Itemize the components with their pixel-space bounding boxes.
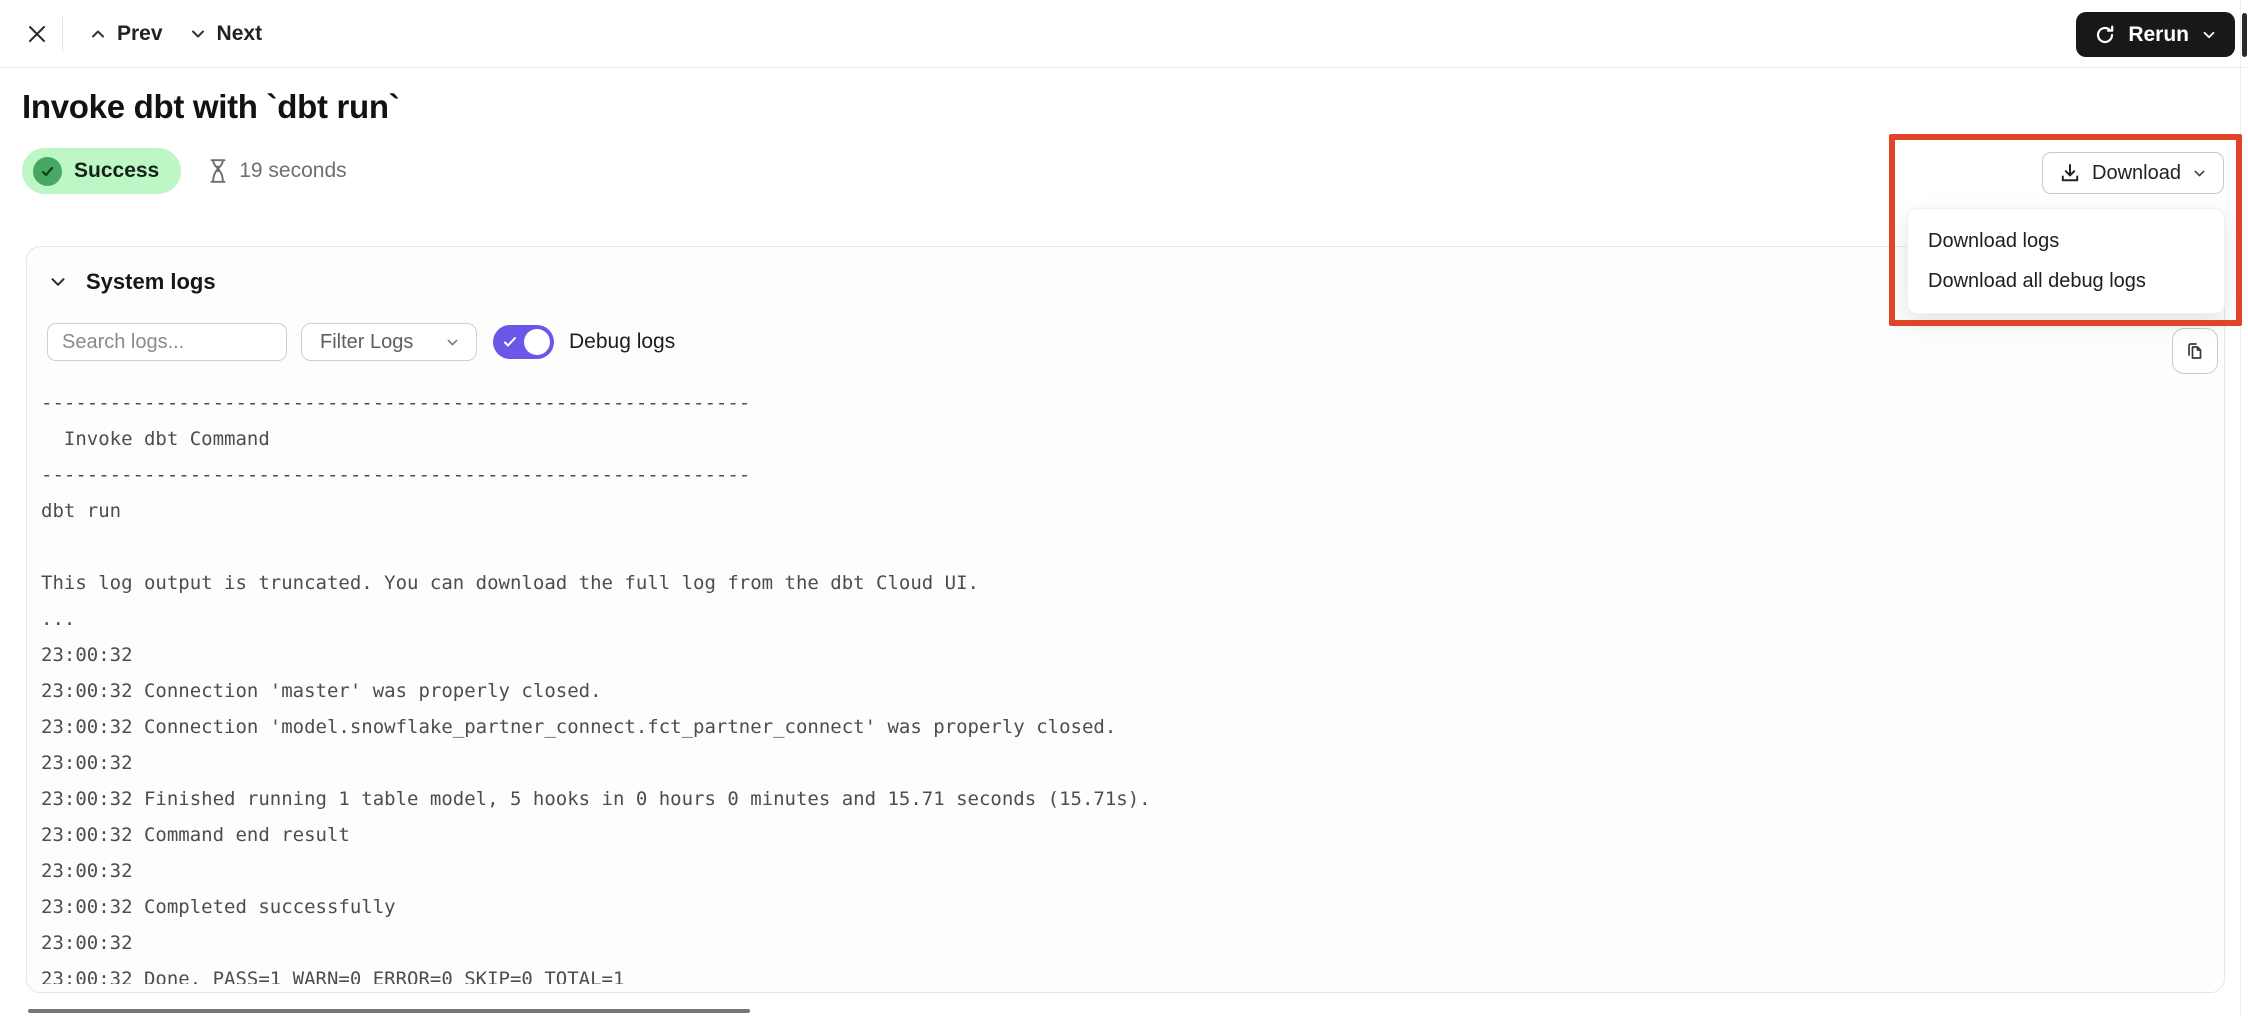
log-line: 23:00:32 Done. PASS=1 WARN=0 ERROR=0 SKIP=0 TOTAL=1 — [41, 968, 625, 984]
download-button[interactable] — [2042, 152, 2224, 194]
download-icon — [2059, 162, 2081, 184]
duration-label: 19 seconds — [239, 159, 347, 182]
log-line: -------------------------------------------------------------- — [41, 464, 751, 486]
log-line: 23:00:32 Command end result — [41, 824, 350, 846]
log-line: ... — [41, 608, 76, 630]
rerun-button[interactable] — [2076, 12, 2235, 57]
close-icon — [25, 22, 49, 46]
log-line — [41, 529, 2206, 565]
debug-logs-toggle[interactable] — [493, 325, 554, 359]
next-label: Next — [216, 21, 263, 45]
log-line: 23:00:32 Completed successfully — [41, 896, 396, 918]
topbar — [0, 0, 2248, 68]
status-badge — [22, 148, 181, 194]
log-line: 23:00:32 — [41, 932, 133, 954]
copy-logs-button[interactable] — [2172, 328, 2218, 374]
log-line: dbt run — [41, 500, 122, 522]
success-check-icon — [33, 157, 62, 186]
log-line: 23:00:32 — [41, 860, 133, 882]
vertical-scrollbar-thumb[interactable] — [2242, 13, 2247, 57]
horizontal-scrollbar-thumb[interactable] — [28, 1009, 750, 1013]
topbar-divider — [62, 17, 63, 51]
status-label: Success — [74, 159, 160, 182]
log-line: 23:00:32 — [41, 752, 133, 774]
log-line: -------------------------------------------------------------- — [41, 392, 751, 414]
log-line: 23:00:32 Connection 'model.snowflake_partner_connect.fct_partner_connect' was properly closed. — [41, 716, 1117, 738]
filter-logs-dropdown[interactable] — [301, 323, 477, 361]
log-line: 23:00:32 Finished running 1 table model, 5 hooks in 0 hours 0 minutes and 15.71 seconds (15.71s). — [41, 788, 1151, 810]
close-button[interactable] — [20, 17, 54, 51]
page-right-edge — [2240, 0, 2241, 1016]
download-dropdown-menu — [1907, 208, 2225, 314]
menu-item-download-all-debug-logs[interactable]: Download all debug logs — [1928, 269, 2146, 292]
system-logs-header[interactable] — [48, 269, 216, 295]
refresh-icon — [2094, 24, 2116, 46]
run-meta-row — [22, 148, 347, 194]
log-line: 23:00:32 Connection 'master' was properly closed. — [41, 680, 602, 702]
run-duration — [207, 158, 346, 184]
chevron-down-icon — [2201, 27, 2217, 43]
rerun-label: Rerun — [2128, 22, 2189, 46]
toggle-knob — [524, 329, 550, 355]
section-title: System logs — [86, 269, 216, 294]
page-title: Invoke dbt with `dbt run` — [22, 88, 400, 125]
log-line: 23:00:32 — [41, 644, 133, 666]
log-line: This log output is truncated. You can download the full log from the dbt Cloud UI. — [41, 572, 979, 594]
copy-icon — [2183, 339, 2207, 363]
hourglass-icon — [207, 158, 229, 184]
system-logs-card — [26, 246, 2225, 993]
filter-logs-label: Filter Logs — [320, 330, 414, 353]
menu-item-download-logs[interactable]: Download logs — [1928, 229, 2060, 252]
chevron-down-icon — [2192, 166, 2207, 181]
debug-logs-label: Debug logs — [569, 330, 676, 353]
log-line: Invoke dbt Command — [41, 428, 270, 450]
log-output[interactable] — [41, 385, 2206, 984]
section-collapse-chevron-icon[interactable] — [48, 272, 68, 292]
prev-label: Prev — [117, 21, 163, 45]
prev-button[interactable] — [89, 22, 163, 46]
chevron-down-icon — [445, 335, 460, 350]
chevron-up-icon — [89, 25, 107, 43]
chevron-down-icon — [189, 25, 207, 43]
search-logs-input[interactable] — [47, 323, 287, 361]
download-label: Download — [2092, 161, 2181, 184]
toggle-check-icon — [502, 334, 518, 350]
log-controls-row — [47, 323, 675, 361]
next-button[interactable] — [189, 22, 263, 46]
